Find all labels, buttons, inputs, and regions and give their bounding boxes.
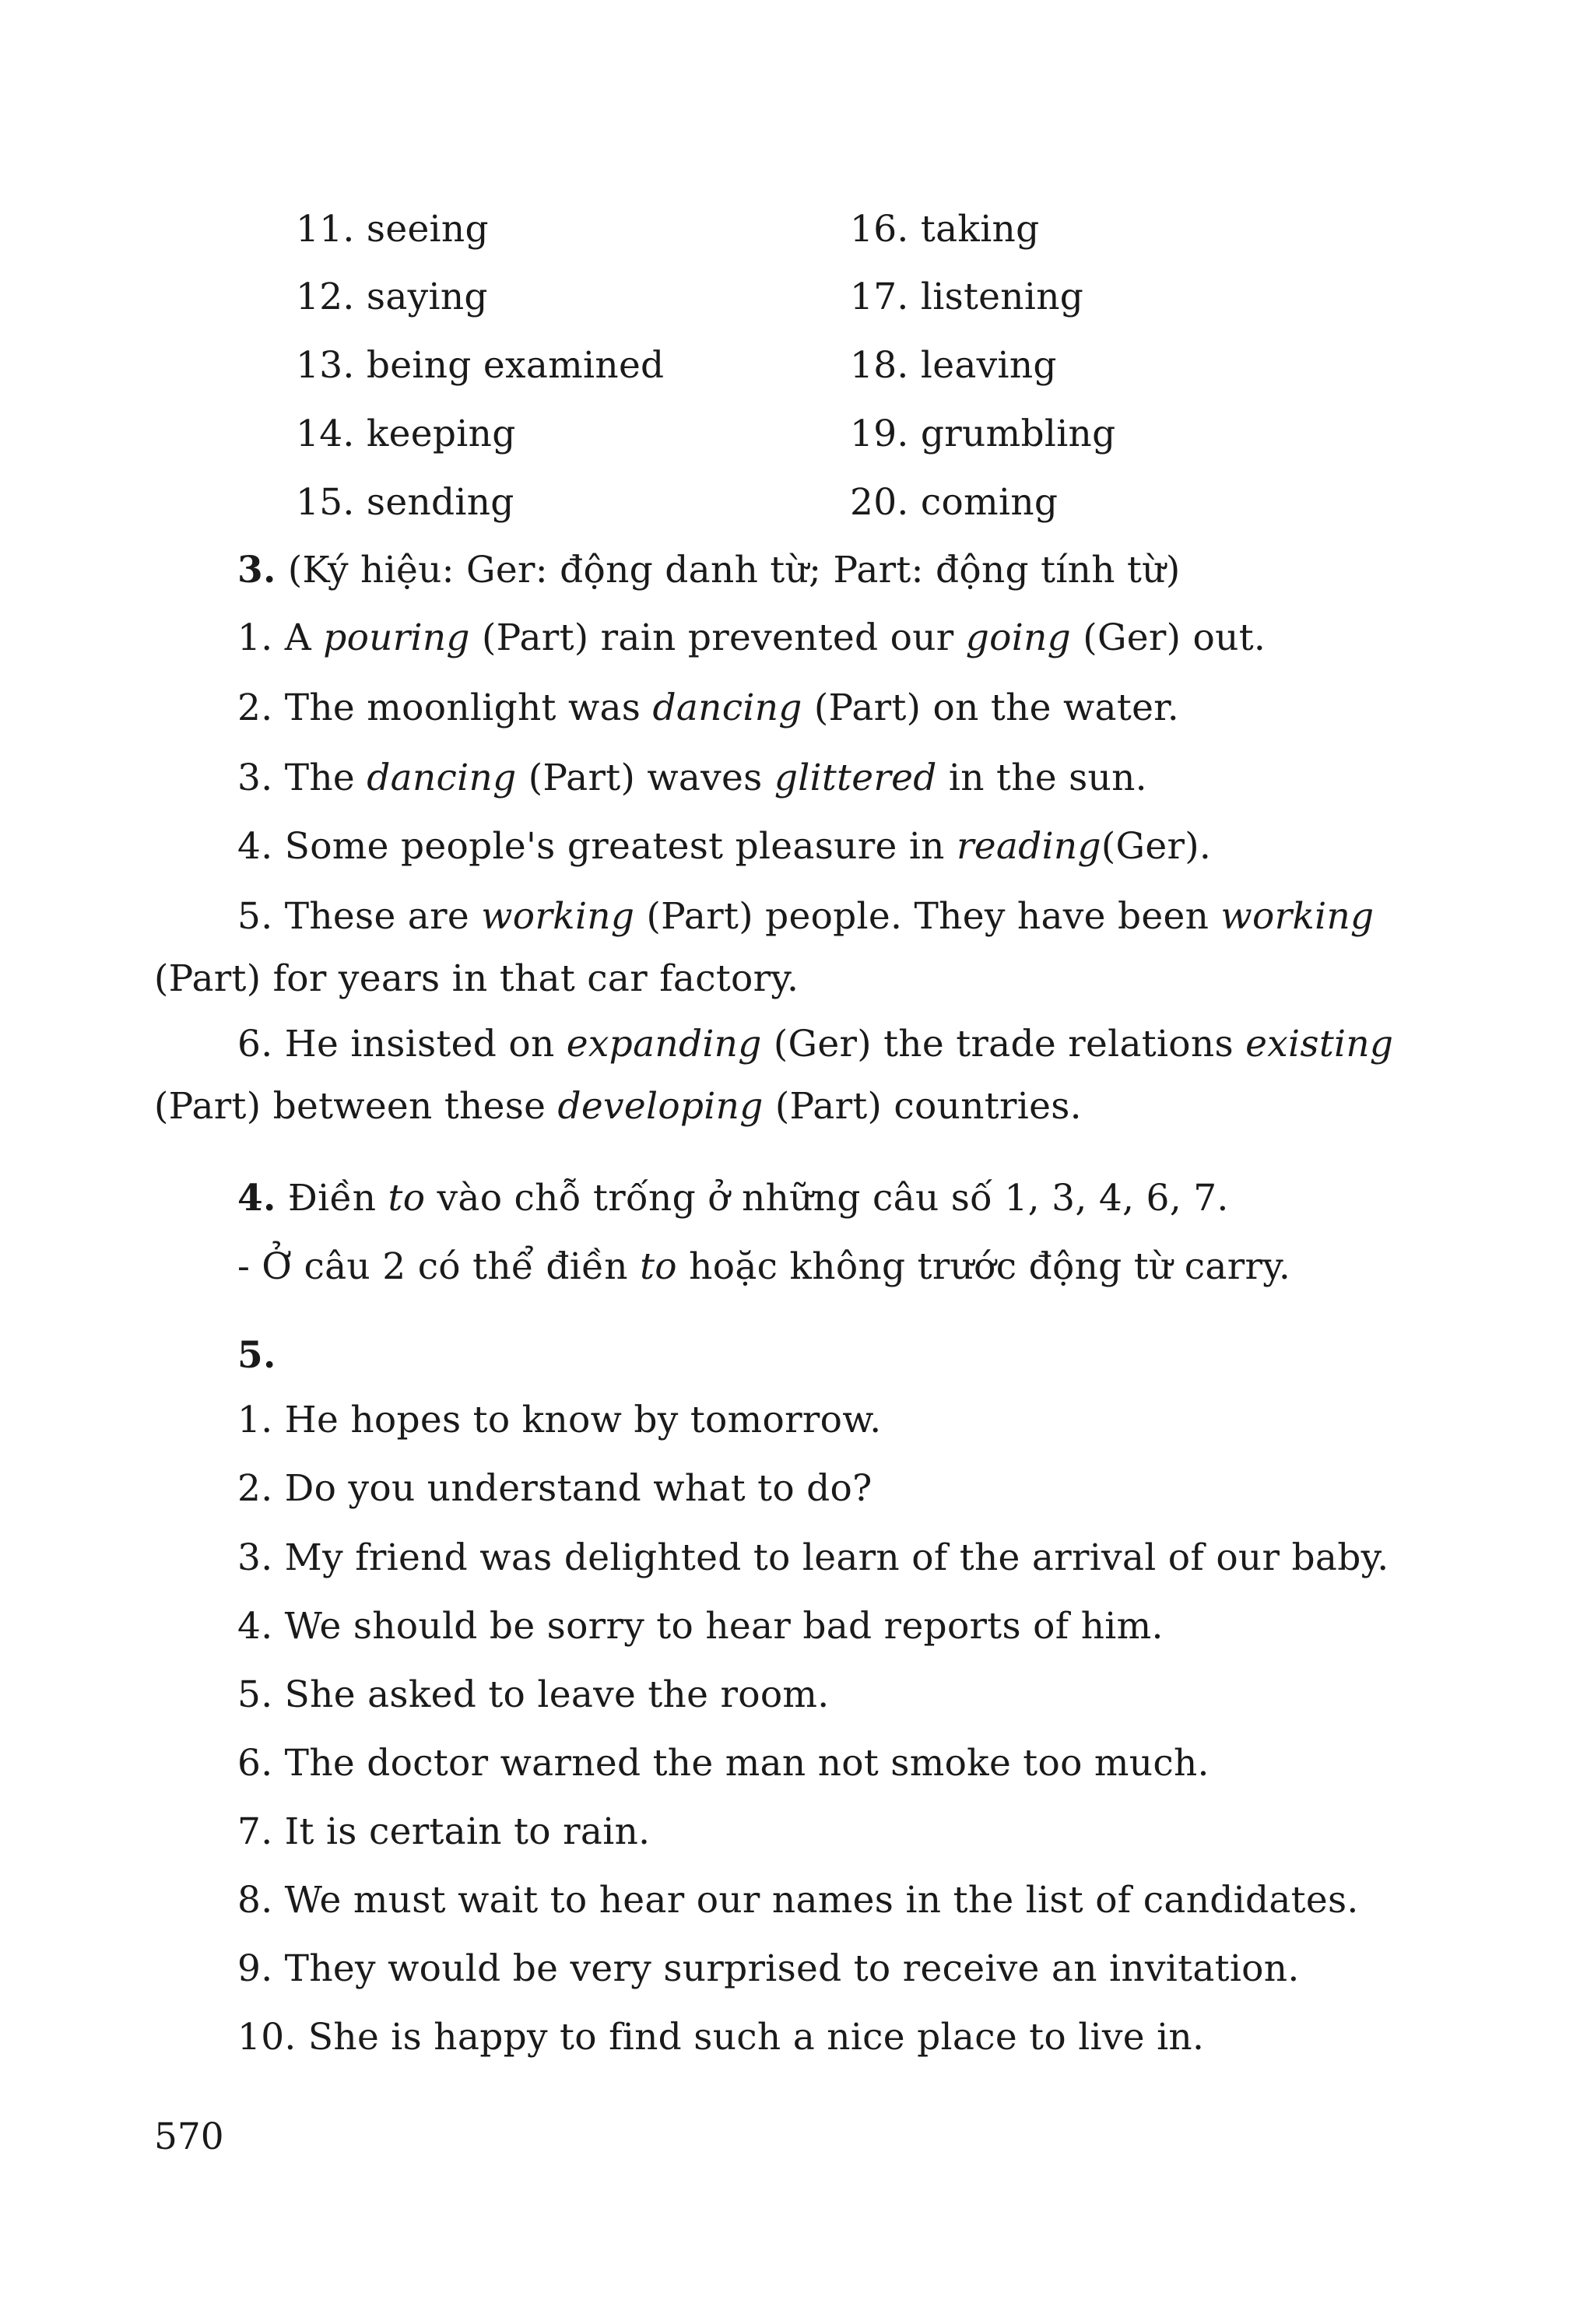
answer-18: 18. leaving [850, 344, 1057, 387]
section-5-item-3: 3. My friend was delighted to learn of the arrival of our baby. [237, 1536, 1389, 1579]
section-3-sentence-5-cont: (Part) for years in that car factory. [154, 957, 799, 1000]
section-4-line-2: - Ở câu 2 có thể điền to hoặc không trước động từ carry. [237, 1245, 1291, 1288]
section-3-sentence-4: 4. Some people's greatest pleasure in reading(Ger). [237, 825, 1212, 868]
answer-17: 17. listening [850, 276, 1084, 318]
answer-14: 14. keeping [296, 412, 516, 455]
answer-12: 12. saying [296, 276, 488, 318]
section-5-item-6: 6. The doctor warned the man not smoke too much. [237, 1742, 1210, 1785]
section-3-heading: 3. (Ký hiệu: Ger: động danh từ; Part: động tính từ) [237, 549, 1181, 592]
answer-16: 16. taking [850, 208, 1040, 251]
section-5-item-1: 1. He hopes to know by tomorrow. [237, 1399, 882, 1441]
section-3-sentence-5: 5. These are working (Part) people. They have been working [237, 895, 1375, 938]
answer-19: 19. grumbling [850, 412, 1116, 455]
section-3-sentence-6: 6. He insisted on expanding (Ger) the trade relations existing [237, 1023, 1394, 1065]
section-5-item-7: 7. It is certain to rain. [237, 1810, 651, 1853]
answer-15: 15. sending [296, 481, 514, 524]
section-5-item-9: 9. They would be very surprised to receive an invitation. [237, 1947, 1300, 1990]
section-4-line-1: 4. Điền to vào chỗ trống ở những câu số 1, 3, 4, 6, 7. [237, 1177, 1229, 1220]
section-5-item-4: 4. We should be sorry to hear bad reports of him. [237, 1605, 1164, 1648]
section-5-item-10: 10. She is happy to find such a nice place to live in. [237, 2016, 1205, 2059]
section-5-item-8: 8. We must wait to hear our names in the list of candidates. [237, 1879, 1359, 1922]
section-3-sentence-3: 3. The dancing (Part) waves glittered in the sun. [237, 757, 1147, 799]
section-5-heading: 5. [237, 1334, 276, 1377]
section-3-sentence-6-cont: (Part) between these developing (Part) countries. [154, 1085, 1082, 1128]
section-5-item-2: 2. Do you understand what to do? [237, 1467, 872, 1510]
answer-11: 11. seeing [296, 208, 489, 251]
section-3-sentence-2: 2. The moonlight was dancing (Part) on the water. [237, 686, 1180, 729]
page-number: 570 [154, 2115, 224, 2158]
answer-20: 20. coming [850, 481, 1059, 524]
answer-13: 13. being examined [296, 344, 665, 387]
section-5-item-5: 5. She asked to leave the room. [237, 1673, 830, 1716]
section-3-sentence-1: 1. A pouring (Part) rain prevented our going (Ger) out. [237, 616, 1266, 659]
